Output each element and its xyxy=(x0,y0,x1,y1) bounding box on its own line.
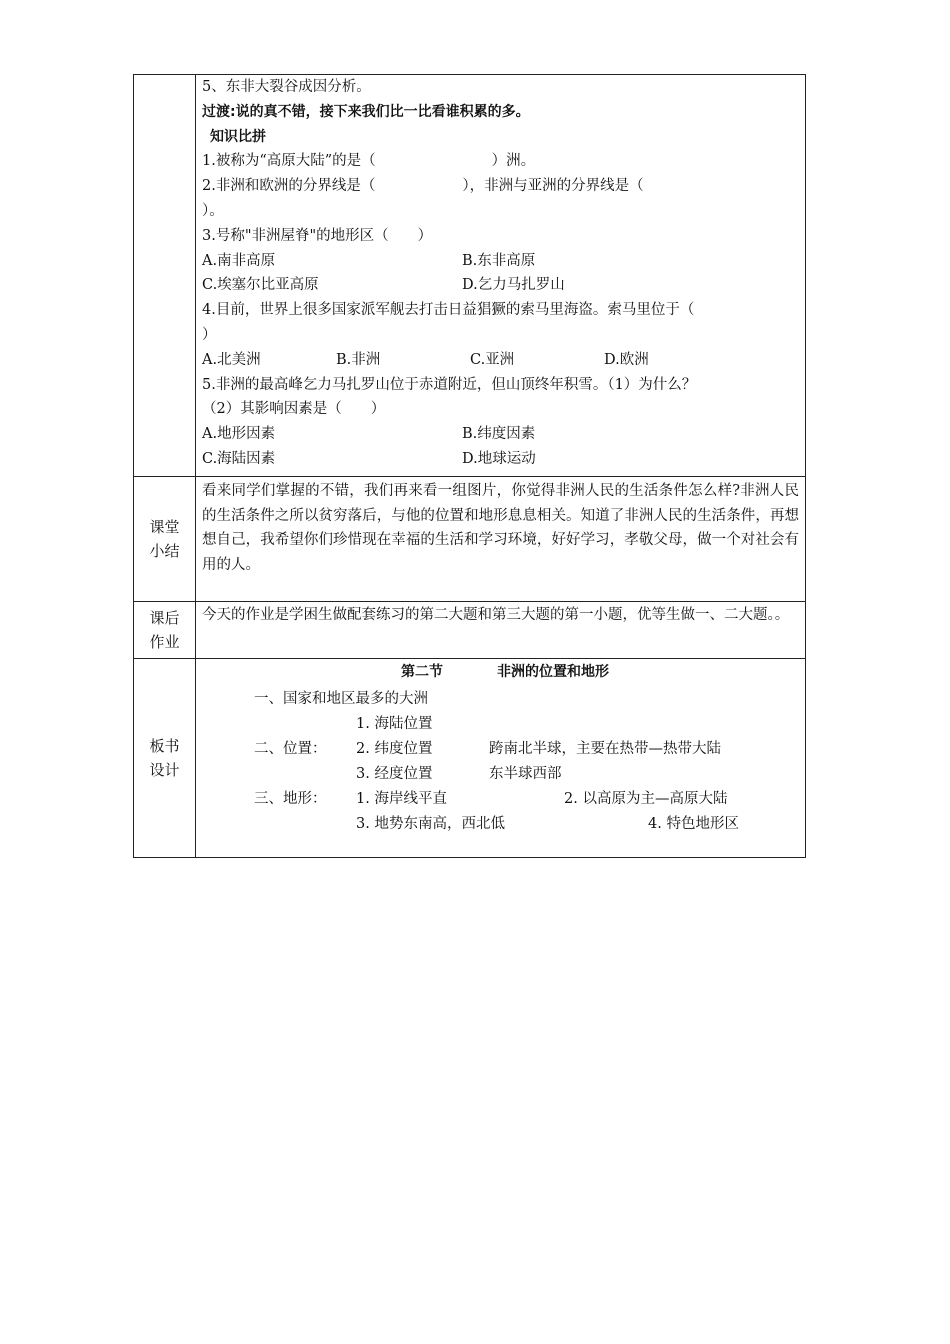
homework-label-line2: 作业 xyxy=(149,632,180,651)
option-b: B.东非高原 xyxy=(462,252,536,269)
question-2-line1: 2.非洲和欧洲的分界线是（ ），非洲与亚洲的分界线是（ xyxy=(202,178,644,195)
quiz-heading: 知识比拼 xyxy=(210,128,266,145)
question-2-line2: ）。 xyxy=(202,202,224,219)
teaching-label-cell xyxy=(134,75,196,477)
question-3-options-row1 xyxy=(202,249,799,274)
summary-row xyxy=(134,476,806,601)
question-3-options-row2 xyxy=(202,273,799,298)
transition-text: 过渡:说的真不错，接下来我们比一比看谁积累的多。 xyxy=(202,103,530,120)
homework-label-cell xyxy=(134,601,196,658)
homework-label-line1: 课后 xyxy=(149,608,180,627)
board-position-1: 1. 海陆位置 xyxy=(356,715,433,732)
board-position-3-detail: 东半球西部 xyxy=(489,765,562,782)
question-5-line2: （2）其影响因素是（ ） xyxy=(202,401,386,418)
lesson-plan-table xyxy=(133,74,806,858)
board-content-cell xyxy=(196,658,806,857)
board-terrain-3: 3. 地势东南高，西北低 xyxy=(356,815,505,832)
question-3: 3.号称"非洲屋脊"的地形区（ ） xyxy=(202,227,433,244)
teaching-row xyxy=(134,75,806,477)
board-point-3: 三、地形： xyxy=(254,790,327,807)
question-5-options-row1 xyxy=(202,422,799,447)
option-d: D.地球运动 xyxy=(462,450,536,467)
board-position-3: 3. 经度位置 xyxy=(356,765,433,782)
board-label-line2: 设计 xyxy=(149,760,180,779)
option-a: A.南非高原 xyxy=(202,252,276,269)
option-c: C.海陆因素 xyxy=(202,450,276,467)
homework-text: 今天的作业是学困生做配套练习的第二大题和第三大题的第一小题，优等生做一、二大题。。 xyxy=(196,601,806,658)
board-label-cell xyxy=(134,658,196,857)
board-position-2-detail: 跨南北半球，主要在热带—热带大陆 xyxy=(489,740,721,757)
analysis-item: 5、东非大裂谷成因分析。 xyxy=(202,79,371,95)
option-c: C.埃塞尔比亚高原 xyxy=(202,277,319,294)
homework-row xyxy=(134,601,806,658)
summary-label-line1: 课堂 xyxy=(149,517,180,536)
summary-label-cell xyxy=(134,476,196,601)
board-terrain-4: 4. 特色地形区 xyxy=(648,815,739,832)
question-4-line2: ） xyxy=(202,326,217,343)
board-point-1: 一、国家和地区最多的大洲 xyxy=(254,690,428,707)
board-section-number: 第二节 xyxy=(401,663,443,680)
question-5-options-row2 xyxy=(202,447,799,472)
option-d: D.乞力马扎罗山 xyxy=(462,277,565,294)
question-4-options xyxy=(202,348,799,373)
teaching-content-cell xyxy=(196,75,806,477)
question-5-line1: 5.非洲的最高峰乞力马扎罗山位于赤道附近，但山顶终年积雪。（1）为什么？ xyxy=(202,376,697,393)
board-terrain-1: 1. 海岸线平直 xyxy=(356,790,447,807)
board-layout xyxy=(196,659,805,855)
option-d: D.欧洲 xyxy=(604,351,649,368)
board-label-line1: 板书 xyxy=(149,736,180,755)
option-c: C.亚洲 xyxy=(470,351,515,368)
option-b: B.非洲 xyxy=(336,351,381,368)
board-point-2: 二、位置： xyxy=(254,740,327,757)
board-section-title: 非洲的位置和地形 xyxy=(497,663,609,680)
board-row xyxy=(134,658,806,857)
summary-text: 看来同学们掌握的不错，我们再来看一组图片，你觉得非洲人民的生活条件怎么样?非洲人民的生活条件之所以贫穷落后，与他的位置和地形息息相关。知道了非洲人民的生活条件，再想想自己，我希望你们珍惜现在幸福的生活和学习环境，好好学习，孝敬父母，做一个对社会有用的人。 xyxy=(196,476,806,601)
question-1: 1.被称为“高原大陆”的是（ ）洲。 xyxy=(202,153,536,170)
board-position-2: 2. 纬度位置 xyxy=(356,740,433,757)
option-a: A.北美洲 xyxy=(202,351,261,368)
question-4-line1: 4.目前，世界上很多国家派军舰去打击日益猖獗的索马里海盗。索马里位于（ xyxy=(202,302,695,319)
option-b: B.纬度因素 xyxy=(462,426,536,443)
summary-label-line2: 小结 xyxy=(149,541,180,560)
option-a: A.地形因素 xyxy=(202,426,276,443)
board-terrain-2: 2. 以高原为主—高原大陆 xyxy=(564,790,728,807)
